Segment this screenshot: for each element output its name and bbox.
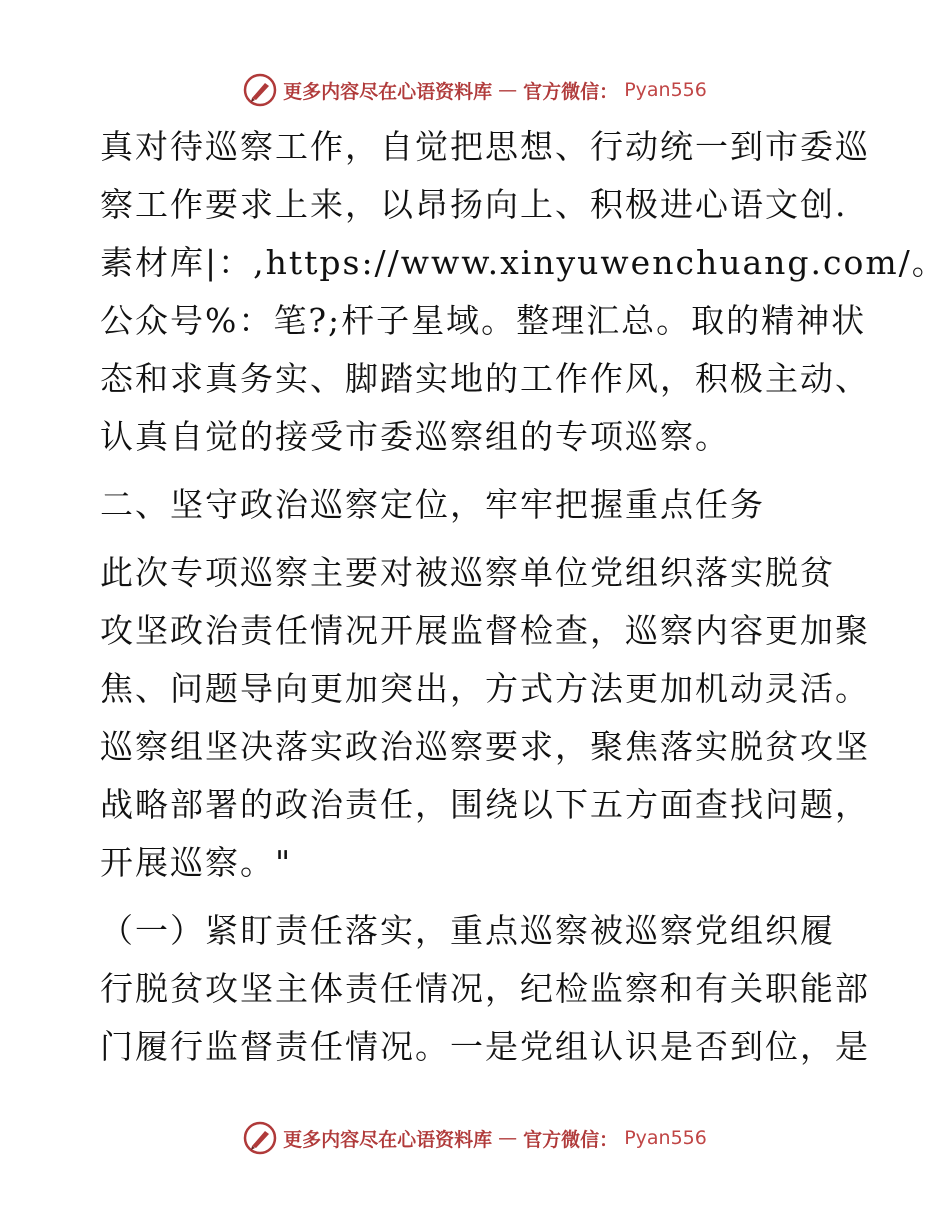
text-line: 态和求真务实、脚踏实地的工作作风，积极主动、 [100,359,870,398]
text-line: 公众号%：笔?;杆子星域。整理汇总。取的精神状 [100,301,867,340]
heading-line: 二、坚守政治巡察定位，牢牢把握重点任务 [100,485,765,524]
paragraph [100,902,870,1076]
banner-text: 更多内容尽在心语资料库 [283,1128,493,1151]
footer-watermark-banner [0,1118,950,1158]
text-line: 开展巡察。" [100,843,293,882]
text-line: 素材库|：,https://www.xinyuwenchuang.com/。 [100,243,947,282]
document-body [100,118,947,1076]
banner-text: 更多内容尽在心语资料库 [283,80,493,103]
banner-wechat-label: 官方微信： [523,1128,619,1151]
header-watermark-banner [0,70,950,110]
text-line: 察工作要求上来，以昂扬向上、积极进心语文创. [100,185,848,224]
text-line: （一）紧盯责任落实，重点巡察被巡察党组织履 [100,911,835,950]
paragraph [100,544,870,892]
section-heading [100,476,860,534]
text-line: 焦、问题导向更加突出，方式方法更加机动灵活。 [100,669,870,708]
banner-dash: — [498,79,518,101]
text-line: 行脱贫攻坚主体责任情况，纪检监察和有关职能部 [100,969,870,1008]
text-line: 此次专项巡察主要对被巡察单位党组织落实脱贫 [100,553,835,592]
text-line: 巡察组坚决落实政治巡察要求，聚焦落实脱贫攻坚 [100,727,870,766]
pen-logo-icon [243,73,277,107]
text-line: 真对待巡察工作，自觉把思想、行动统一到市委巡 [100,127,870,166]
text-line: 战略部署的政治责任，围绕以下五方面查找问题， [100,785,870,824]
paragraph [100,118,947,466]
text-line: 攻坚政治责任情况开展监督检查，巡察内容更加聚 [100,611,870,650]
text-line: 认真自觉的接受市委巡察组的专项巡察。 [100,417,730,456]
banner-wechat-id: Pyan556 [624,1127,707,1149]
banner-dash: — [498,1127,518,1149]
pen-logo-icon [243,1121,277,1155]
banner-wechat-label: 官方微信： [523,80,619,103]
banner-wechat-id: Pyan556 [624,79,707,101]
text-line: 门履行监督责任情况。一是党组认识是否到位，是 [100,1027,870,1066]
